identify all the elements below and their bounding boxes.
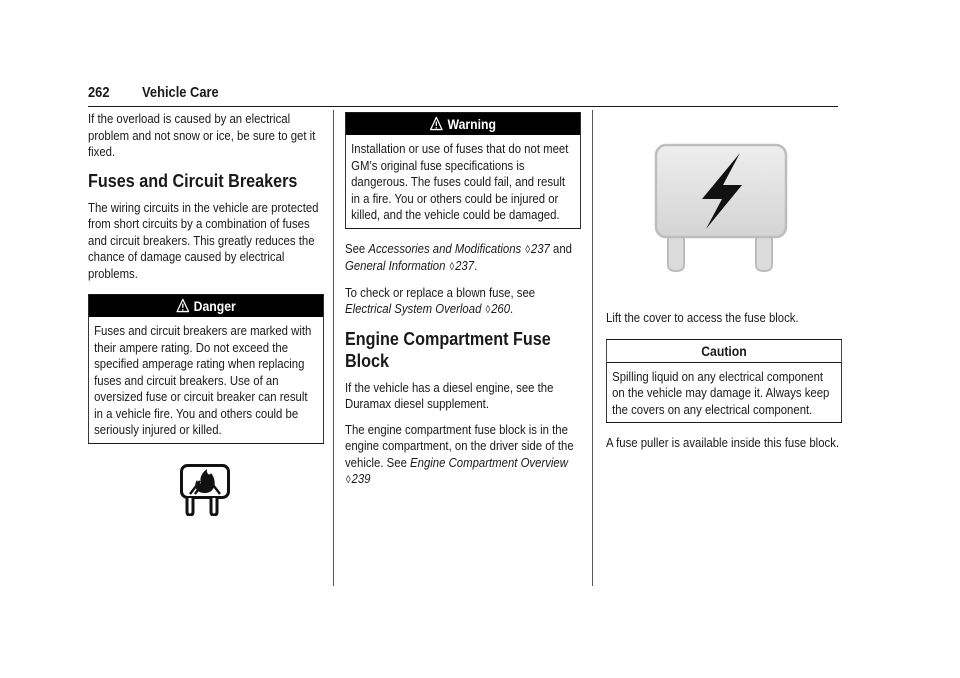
caution-title: Caution <box>701 342 747 359</box>
danger-box <box>88 294 324 444</box>
page-ref[interactable]: 237 <box>455 258 475 273</box>
danger-header <box>89 295 323 317</box>
fuse-puller-paragraph: A fuse puller is available inside this fuse block. <box>606 435 840 450</box>
fuses-paragraph: The wiring circuits in the vehicle are protected from short circuits by a combination of fuses and circuit breakers. This greatly reduces the chance of damage caused by electrical problems. <box>88 199 319 281</box>
page-header <box>88 84 838 107</box>
location-paragraph: The engine compartment fuse block is in the engine compartment, on the driver side of the vehicle. See Engine Compartment Overview ◊239 <box>345 421 574 486</box>
column-1 <box>88 111 324 456</box>
page-ref[interactable]: 260 <box>491 301 511 316</box>
page-ref-icon: ◊ <box>345 474 351 486</box>
general-info-link[interactable]: General Information <box>345 258 446 273</box>
fuses-heading: Fuses and Circuit Breakers <box>88 169 298 191</box>
caution-header <box>607 340 841 363</box>
danger-text: Fuses and circuit breakers are marked with their ampere rating. Do not exceed the specified amperage rating when replacing fuses and circuit breakers. Use of an oversized fuse or circuit breaker can result in a vehicle fire. You and others could be seriously injured or killed. <box>94 323 312 437</box>
overload-paragraph: If the overload is caused by an electrical problem and not snow or ice, be sure to get it fixed. <box>88 111 316 159</box>
warning-box <box>345 112 581 229</box>
page-ref[interactable]: 237 <box>530 240 550 256</box>
alert-icon <box>430 116 443 131</box>
engine-overview-link[interactable]: Engine Compartment Overview <box>410 454 568 470</box>
alert-icon <box>176 298 189 313</box>
lift-cover-paragraph: Lift the cover to access the fuse block. <box>606 310 799 325</box>
fuse-fire-icon <box>180 464 230 516</box>
accessories-link[interactable]: Accessories and Modifications <box>368 240 522 256</box>
column-divider <box>333 110 334 586</box>
caution-box <box>606 339 842 424</box>
warning-header <box>346 113 580 135</box>
column-2 <box>345 111 581 498</box>
warning-title: Warning <box>447 116 496 132</box>
danger-title: Danger <box>193 298 236 314</box>
section-title: Vehicle Care <box>142 84 219 101</box>
see-also-paragraph: See Accessories and Modifications ◊237 and General Information ◊237. <box>345 240 572 273</box>
caution-text: Spilling liquid on any electrical component on the vehicle may damage it. Always keep the covers on any electrical component. <box>612 368 830 417</box>
warning-text: Installation or use of fuses that do not meet GM’s original fuse specifications is dangerous. The fuses could fail, and result in a fire. You or others could be injured or killed, and the vehicle could be damaged. <box>351 141 569 222</box>
page-ref-icon: ◊ <box>449 261 455 273</box>
column-3 <box>606 111 842 461</box>
page-ref-icon: ◊ <box>485 304 491 316</box>
diesel-paragraph: If the vehicle has a diesel engine, see the Duramax diesel supplement. <box>345 379 554 411</box>
page-ref[interactable]: 239 <box>351 471 371 486</box>
check-fuse-paragraph: To check or replace a blown fuse, see Electrical System Overload ◊260. <box>345 284 536 316</box>
column-divider <box>592 110 593 586</box>
page-number: 262 <box>88 84 110 101</box>
overload-link[interactable]: Electrical System Overload <box>345 301 482 316</box>
page-ref-icon: ◊ <box>525 243 531 256</box>
engine-fuse-heading: Engine Compartment Fuse Block <box>345 327 551 371</box>
